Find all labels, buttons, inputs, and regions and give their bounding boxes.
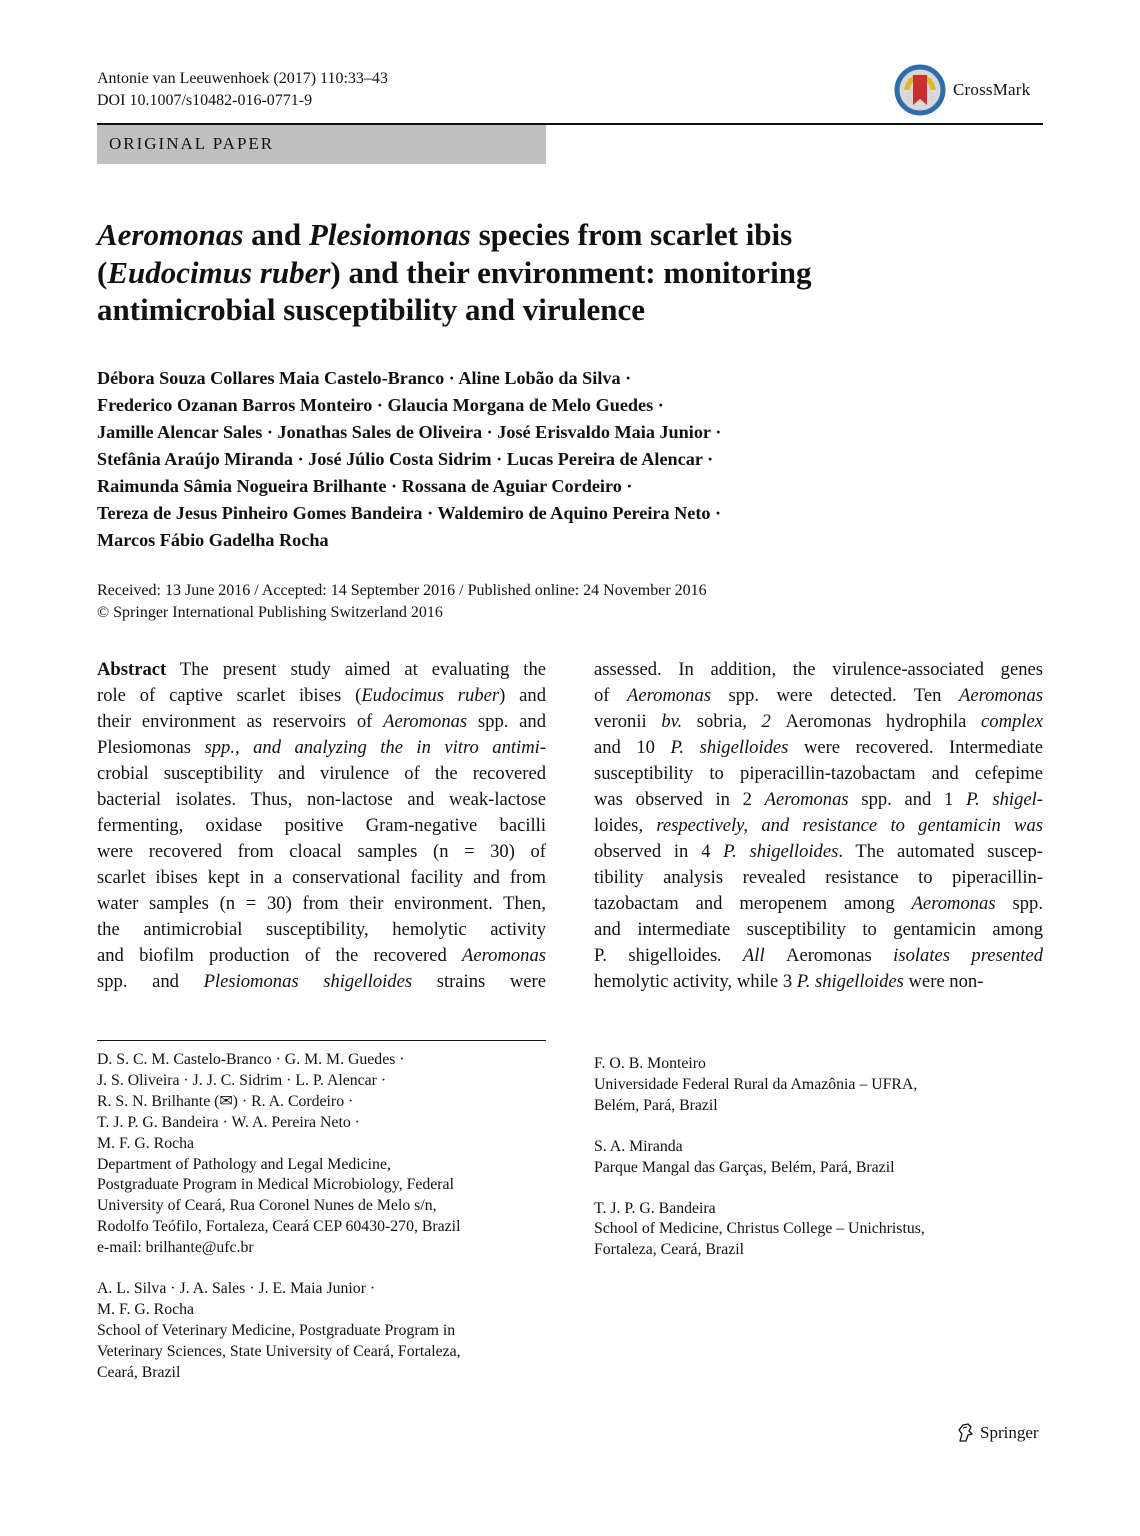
abstract-text: spp. and — [467, 711, 546, 732]
abstract-line — [97, 917, 546, 943]
species-name: P. shigelloides — [796, 971, 904, 992]
affiliation-line: Universidade Federal Rural da Amazônia – UFRA, — [594, 1075, 918, 1093]
abstract-text: water samples (n = 30) from their environment. Then, — [97, 893, 546, 914]
author-line: Frederico Ozanan Barros Monteiro · Glaucia Morgana de Melo Guedes · — [97, 395, 664, 415]
abstract-text: spp. were detected. Ten — [711, 685, 959, 706]
abstract-line — [97, 787, 546, 813]
species-name: Eudocimus ruber — [361, 685, 500, 706]
publisher-name: Springer — [980, 1423, 1039, 1442]
title-line-3: antimicrobial susceptibility and virulence — [97, 292, 645, 327]
abstract-line — [594, 761, 1043, 787]
abstract-text: strains were — [412, 971, 547, 992]
author-line: Marcos Fábio Gadelha Rocha — [97, 530, 329, 550]
abstract-line — [594, 657, 1043, 683]
title-genus: Aeromonas — [97, 217, 244, 252]
affiliation-block-1 — [97, 1050, 546, 1259]
copyright: © Springer International Publishing Switzerland 2016 — [97, 603, 443, 621]
abstract-text: bacterial isolates. Thus, non-lactose and weak-lactose — [97, 789, 546, 810]
abstract-text: ) and — [499, 685, 546, 706]
species-name: , respectively, and resistance to gentamicin was — [638, 815, 1043, 836]
abstract-text: the antimicrobial susceptibility, hemolytic activity — [97, 919, 546, 940]
abstract-text: and intermediate susceptibility to gentamicin among — [594, 919, 1043, 940]
abstract-line — [97, 761, 546, 787]
title-text: species from scarlet ibis — [470, 217, 793, 252]
species-name: Aeromonas — [383, 711, 468, 732]
title-text: ( — [97, 254, 108, 290]
abstract-text: Aeromonas hydrophila — [785, 711, 967, 732]
abstract-line — [594, 839, 1043, 865]
author-line: Jamille Alencar Sales · Jonathas Sales de Oliveira · José Erisvaldo Maia Junior · — [97, 422, 722, 442]
abstract-line — [97, 735, 546, 761]
abstract-text: . The automated suscep- — [838, 841, 1044, 862]
abstract-text: hemolytic activity, while 3 — [594, 971, 797, 992]
affiliations-right — [594, 1054, 1043, 1261]
abstract-text: were recovered. Intermediate — [788, 737, 1043, 758]
abstract-line — [594, 865, 1043, 891]
abstract-line — [594, 735, 1043, 761]
abstract-text: their environment as reservoirs of — [97, 711, 384, 732]
abstract-text: were non- — [903, 971, 984, 992]
abstract-text: observed in 4 — [594, 841, 724, 862]
species-name: isolates presented — [871, 945, 1043, 966]
abstract-text: was observed in 2 — [594, 789, 765, 810]
abstract-text: The present study aimed at evaluating the — [166, 659, 546, 680]
species-name: Plesiomonas shigelloides — [203, 971, 413, 992]
affiliations-left — [97, 1050, 546, 1384]
species-name: complex — [966, 711, 1043, 732]
abstract-text: and biofilm production of the recovered — [97, 945, 462, 966]
author-line: Raimunda Sâmia Nogueira Brilhante · Rossana de Aguiar Cordeiro · — [97, 476, 633, 496]
affiliation-line: Parque Mangal das Garças, Belém, Pará, Brazil — [594, 1158, 895, 1176]
affiliation-line: M. F. G. Rocha — [97, 1134, 195, 1152]
crossmark-badge[interactable] — [893, 62, 1043, 118]
title-text: ) and their environment: monitoring — [330, 254, 812, 290]
abstract-line — [594, 813, 1043, 839]
affiliation-line: Postgraduate Program in Medical Microbiology, Federal — [97, 1176, 454, 1194]
abstract-line — [594, 891, 1043, 917]
article-category — [97, 125, 546, 164]
affiliation-line: J. S. Oliveira · J. J. C. Sidrim · L. P. Alencar · — [97, 1071, 387, 1089]
affiliation-line: Fortaleza, Ceará, Brazil — [594, 1241, 744, 1259]
affiliation-line: F. O. B. Monteiro — [594, 1055, 706, 1072]
abstract-text: Aeromonas — [786, 945, 872, 966]
species-name: spp., and analyzing the in vitro antimi- — [191, 737, 546, 758]
affiliation-line: University of Ceará, Rua Coronel Nunes de Melo s/n, — [97, 1197, 437, 1215]
species-name: P. shigelloides — [670, 737, 789, 758]
abstract-label: Abstract — [97, 659, 167, 680]
abstract-text: P. shigelloides — [594, 945, 718, 966]
abstract-line — [97, 865, 546, 891]
species-name: P. shigelloides — [723, 841, 839, 862]
abstract-text: Plesiomonas — [97, 737, 192, 758]
affiliation-line: T. J. P. G. Bandeira · W. A. Pereira Neto · — [97, 1113, 360, 1131]
abstract-text: fermenting, oxidase positive Gram-negative bacilli — [97, 815, 546, 836]
article-title — [97, 216, 997, 329]
species-name: Aeromonas — [911, 893, 996, 914]
title-text: and — [243, 217, 309, 252]
abstract-line — [594, 969, 1043, 995]
species-name: Aeromonas — [627, 685, 712, 706]
abstract-line — [97, 709, 546, 735]
abstract-text: and 10 — [594, 737, 671, 758]
species-name: Aeromonas — [958, 685, 1043, 706]
abstract-line — [594, 709, 1043, 735]
abstract-text: sobria — [696, 711, 743, 732]
affiliation-line: Veterinary Sciences, State University of Ceará, Fortaleza, — [97, 1342, 461, 1360]
abstract-text: loides — [594, 815, 639, 836]
email-link[interactable]: e-mail: brilhante@ufc.br — [97, 1239, 254, 1257]
abstract-text: spp. — [995, 893, 1043, 914]
abstract-text: susceptibility to piperacillin-tazobactam and cefepime — [594, 763, 1043, 784]
abstract-line — [594, 917, 1043, 943]
journal-info — [97, 68, 388, 112]
abstract-left-column — [97, 657, 546, 995]
abstract-line — [97, 943, 546, 969]
affiliation-line: R. S. N. Brilhante (✉) · R. A. Cordeiro · — [97, 1092, 354, 1110]
affiliation-block-2 — [97, 1279, 546, 1384]
species-name: P. shigel- — [966, 789, 1043, 810]
abstract-line — [97, 813, 546, 839]
abstract-line — [594, 683, 1043, 709]
abstract-line — [97, 969, 546, 995]
abstract-text: veronii — [594, 711, 647, 732]
doi[interactable]: DOI 10.1007/s10482-016-0771-9 — [97, 92, 313, 109]
species-name: bv. — [646, 711, 697, 732]
abstract-right-column — [594, 657, 1043, 995]
abstract-text: role of captive scarlet ibises ( — [97, 685, 362, 706]
author-line: Stefânia Araújo Miranda · José Júlio Costa Sidrim · Lucas Pereira de Alencar · — [97, 449, 714, 469]
publication-dates — [97, 580, 707, 623]
title-line-1 — [97, 216, 997, 254]
abstract-line — [594, 787, 1043, 813]
title-genus: Plesiomonas — [308, 217, 471, 252]
affiliation-block-3 — [594, 1054, 1043, 1117]
journal-citation: Antonie van Leeuwenhoek (2017) 110:33–43 — [97, 70, 388, 87]
title-species: Eudocimus ruber — [107, 254, 331, 290]
abstract-text: of — [594, 685, 627, 706]
affiliation-line: School of Veterinary Medicine, Postgraduate Program in — [97, 1321, 456, 1339]
species-name: Aeromonas — [764, 789, 849, 810]
affiliation-line: Department of Pathology and Legal Medicine, — [97, 1155, 391, 1173]
affiliation-line: T. J. P. G. Bandeira — [594, 1199, 716, 1217]
abstract-line — [97, 683, 546, 709]
affiliation-line: School of Medicine, Christus College – Unichristus, — [594, 1220, 925, 1238]
affiliation-line: D. S. C. M. Castelo-Branco · G. M. M. Guedes · — [97, 1051, 405, 1068]
species-name: . All — [717, 945, 787, 966]
abstract-text: tibility analysis revealed resistance to piperacillin- — [594, 867, 1043, 888]
author-list — [97, 365, 997, 554]
affiliation-line: Belém, Pará, Brazil — [594, 1096, 718, 1114]
abstract-text: spp. and — [97, 971, 204, 992]
title-line-2 — [97, 254, 997, 292]
abstract-text: scarlet ibises kept in a conservational facility and from — [97, 867, 546, 888]
affiliation-line: A. L. Silva · J. A. Sales · J. E. Maia Junior · — [97, 1280, 376, 1298]
abstract-line — [97, 891, 546, 917]
affiliation-line: M. F. G. Rocha — [97, 1300, 195, 1318]
publisher-logo — [954, 1422, 1039, 1444]
abstract-text: crobial susceptibility and virulence of the recovered — [97, 763, 546, 784]
crossmark-icon — [893, 63, 947, 117]
crossmark-label: CrossMark — [953, 80, 1031, 99]
affiliation-block-5 — [594, 1199, 1043, 1262]
abstract-line — [97, 657, 546, 683]
springer-horse-icon — [954, 1422, 976, 1444]
author-line: Tereza de Jesus Pinheiro Gomes Bandeira · Waldemiro de Aquino Pereira Neto · — [97, 503, 722, 523]
species-name: Aeromonas — [461, 945, 546, 966]
abstract-text: spp. and 1 — [848, 789, 967, 810]
affiliation-line: Rodolfo Teófilo, Fortaleza, Ceará CEP 60430-270, Brazil — [97, 1218, 461, 1236]
affiliation-line: S. A. Miranda — [594, 1137, 683, 1155]
abstract-text: tazobactam and meropenem among — [594, 893, 912, 914]
abstract-text: were recovered from cloacal samples (n = 30) of — [97, 841, 546, 862]
abstract-line — [97, 839, 546, 865]
species-name: , 2 — [742, 711, 786, 732]
history-dates: Received: 13 June 2016 / Accepted: 14 September 2016 / Published online: 24 November 2016 — [97, 582, 707, 599]
author-line: Débora Souza Collares Maia Castelo-Branco · Aline Lobão da Silva · — [97, 368, 632, 388]
footnote-rule — [97, 1040, 546, 1041]
abstract-line — [594, 943, 1043, 969]
affiliation-line: Ceará, Brazil — [97, 1363, 181, 1381]
category-label: ORIGINAL PAPER — [109, 134, 275, 153]
affiliation-block-4 — [594, 1137, 1043, 1179]
abstract-text: assessed. In addition, the virulence-associated genes — [594, 659, 1043, 680]
